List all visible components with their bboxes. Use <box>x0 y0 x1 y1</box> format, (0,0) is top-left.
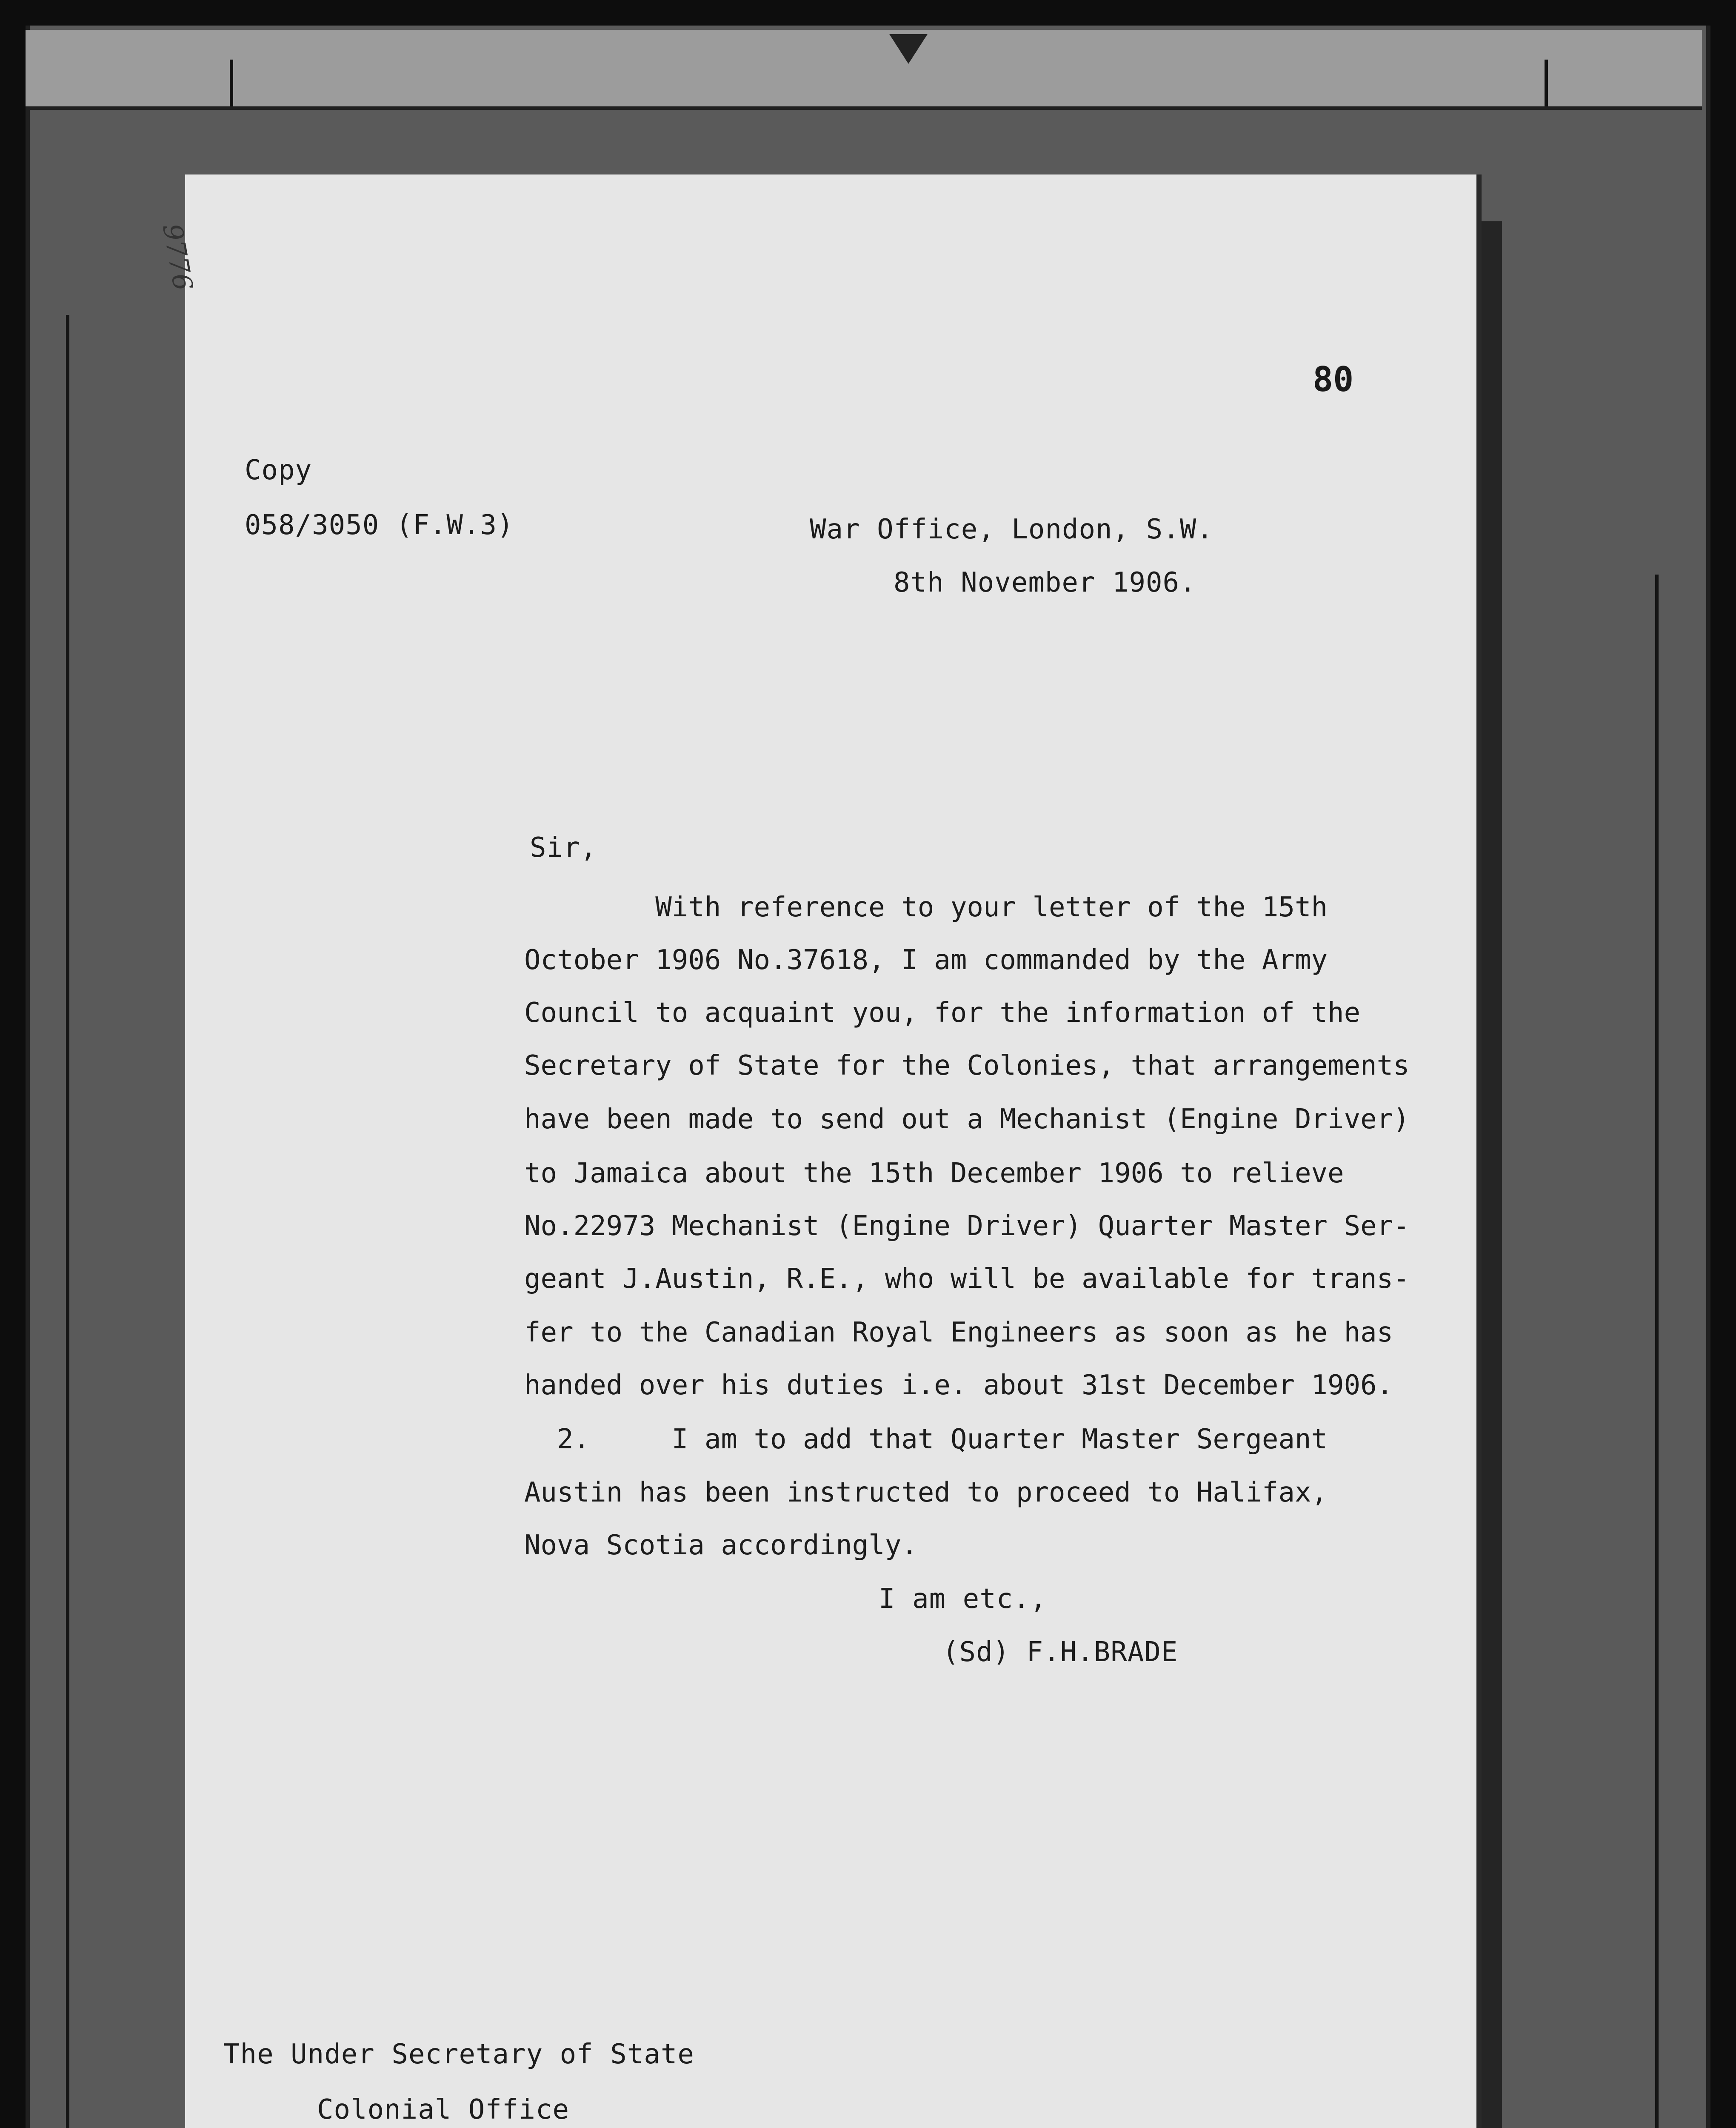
file-reference: 058/3050 (F.W.3) <box>245 509 514 541</box>
body-line: Nova Scotia accordingly. <box>524 1530 918 1561</box>
recipient-title: The Under Secretary of State <box>223 2039 694 2070</box>
microfilm-top-strip <box>26 30 1702 110</box>
body-line: 2. I am to add that Quarter Master Sergeant <box>524 1424 1328 1455</box>
body-line: geant J.Austin, R.E., who will be available for trans- <box>524 1263 1410 1295</box>
copy-label: Copy <box>245 455 312 486</box>
body-line: handed over his duties i.e. about 31st December 1906. <box>524 1370 1393 1401</box>
film-notch <box>889 34 928 64</box>
body-line: have been made to send out a Mechanist (Engine Driver) <box>524 1104 1410 1135</box>
recipient-office: Colonial Office <box>317 2094 569 2125</box>
page-number: 80 <box>1313 360 1354 399</box>
body-line: Council to acquaint you, for the information of the <box>524 997 1361 1029</box>
body-line: Secretary of State for the Colonies, that arrangements <box>524 1050 1410 1081</box>
film-edge-line <box>1655 575 1659 2128</box>
body-line: to Jamaica about the 15th December 1906 to relieve <box>524 1158 1344 1189</box>
letter-date: 8th November 1906. <box>894 567 1196 598</box>
body-line: Austin has been instructed to proceed to Halifax, <box>524 1477 1328 1508</box>
film-tick-mark <box>230 60 233 106</box>
body-line: October 1906 No.37618, I am commanded by the Army <box>524 944 1328 976</box>
film-edge-line <box>66 315 69 2128</box>
signature: (Sd) F.H.BRADE <box>942 1636 1178 1668</box>
handwritten-folio-number: 9776 <box>157 221 199 293</box>
salutation: Sir, <box>530 832 597 864</box>
body-line: No.22973 Mechanist (Engine Driver) Quarter Master Ser- <box>524 1210 1410 1242</box>
letter-page <box>185 174 1476 2128</box>
page-shadow <box>1476 221 1502 2128</box>
sender-address: War Office, London, S.W. <box>810 514 1213 545</box>
film-tick-mark <box>1545 60 1548 106</box>
body-line: fer to the Canadian Royal Engineers as soon as he has <box>524 1317 1393 1348</box>
closing: I am etc., <box>879 1583 1047 1615</box>
body-line: With reference to your letter of the 15th <box>524 892 1328 923</box>
